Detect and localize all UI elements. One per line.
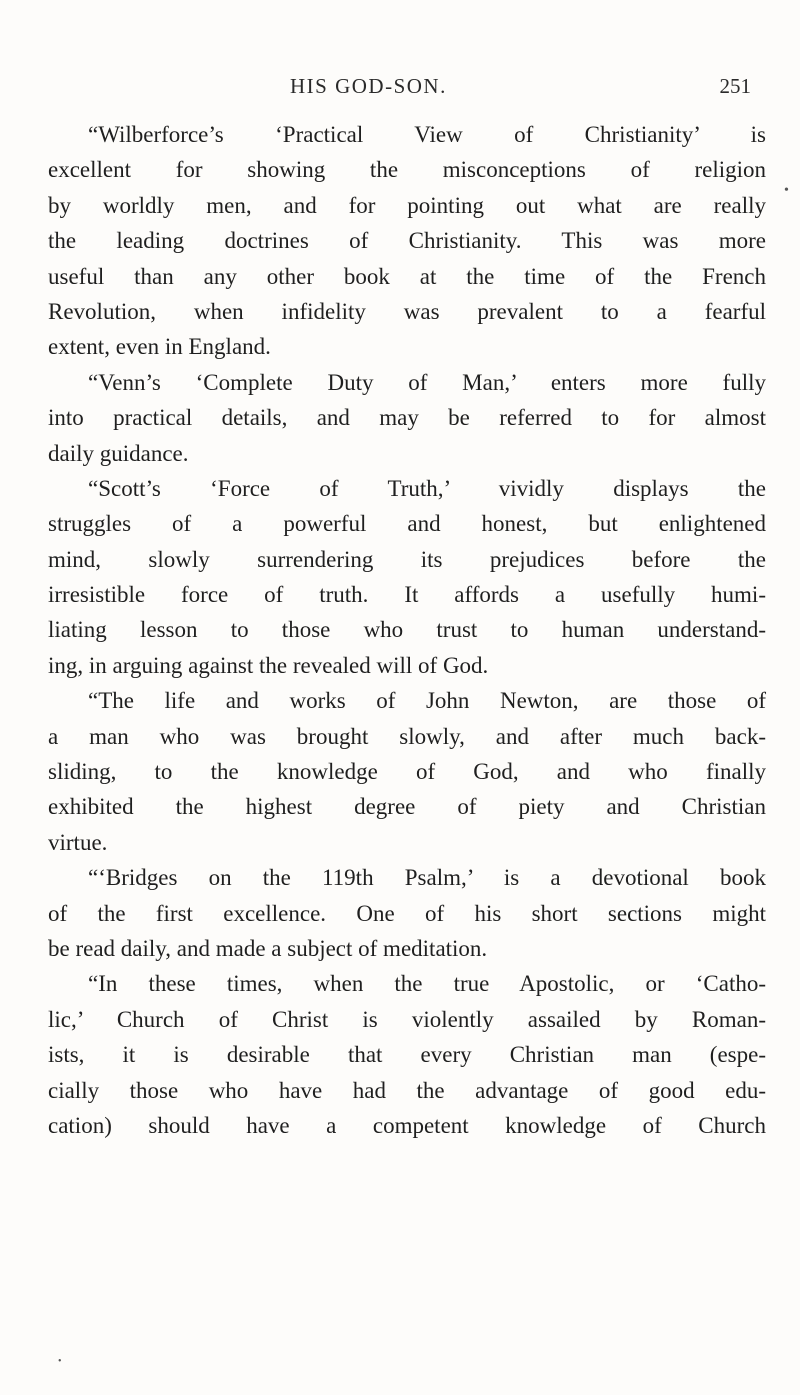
text-line: excellent for showing the misconceptions of religion [48, 157, 766, 183]
body-text [48, 117, 766, 1143]
running-head [0, 74, 800, 104]
text-line: by worldly men, and for pointing out what are really [48, 192, 766, 218]
text-line: virtue. [48, 829, 108, 855]
text-line: “‘Bridges on the 119th Psalm,’ is a devotional book [88, 865, 766, 891]
text-line: liating lesson to those who trust to human understand- [48, 617, 766, 643]
text-line: irresistible force of truth. It affords a usefully humi- [48, 582, 766, 608]
text-line: of the first excellence. One of his short sections might [48, 900, 766, 926]
ink-speck: • [58, 1356, 62, 1367]
text-line: “Venn’s ‘Complete Duty of Man,’ enters more fully [88, 369, 766, 395]
text-line: useful than any other book at the time of the French [48, 263, 766, 289]
text-line: extent, even in England. [48, 334, 271, 360]
text-line: the leading doctrines of Christianity. This was more [48, 228, 766, 254]
text-line: cation) should have a competent knowledge of Church [48, 1112, 766, 1138]
text-line: into practical details, and may be referred to for almost [48, 405, 766, 431]
text-line: cially those who have had the advantage of good edu- [48, 1077, 766, 1103]
text-line: daily guidance. [48, 440, 189, 466]
text-line: “The life and works of John Newton, are those of [88, 688, 766, 714]
text-line: mind, slowly surrendering its prejudices before the [48, 546, 766, 572]
text-line: “In these times, when the true Apostolic, or ‘Catho- [88, 971, 766, 997]
text-line: Revolution, when infidelity was prevalent to a fearful [48, 298, 766, 324]
text-line: ing, in arguing against the revealed will of God. [48, 652, 489, 678]
page-number: 251 [719, 74, 751, 98]
running-title: HIS GOD-SON. [290, 74, 447, 98]
text-line: ists, it is desirable that every Christian man (espe- [48, 1042, 766, 1068]
text-line: sliding, to the knowledge of God, and who finally [48, 759, 766, 785]
text-line: “Scott’s ‘Force of Truth,’ vividly displays the [88, 475, 766, 501]
text-line: be read daily, and made a subject of meditation. [48, 935, 488, 961]
ink-speck: • [784, 183, 789, 198]
text-line: “Wilberforce’s ‘Practical View of Christianity’ is [88, 122, 766, 147]
text-line: a man who was brought slowly, and after much back- [48, 723, 766, 749]
text-line: lic,’ Church of Christ is violently assailed by Roman- [48, 1006, 766, 1032]
text-line: exhibited the highest degree of piety and Christian [48, 794, 766, 820]
text-line: struggles of a powerful and honest, but enlightened [48, 511, 766, 537]
